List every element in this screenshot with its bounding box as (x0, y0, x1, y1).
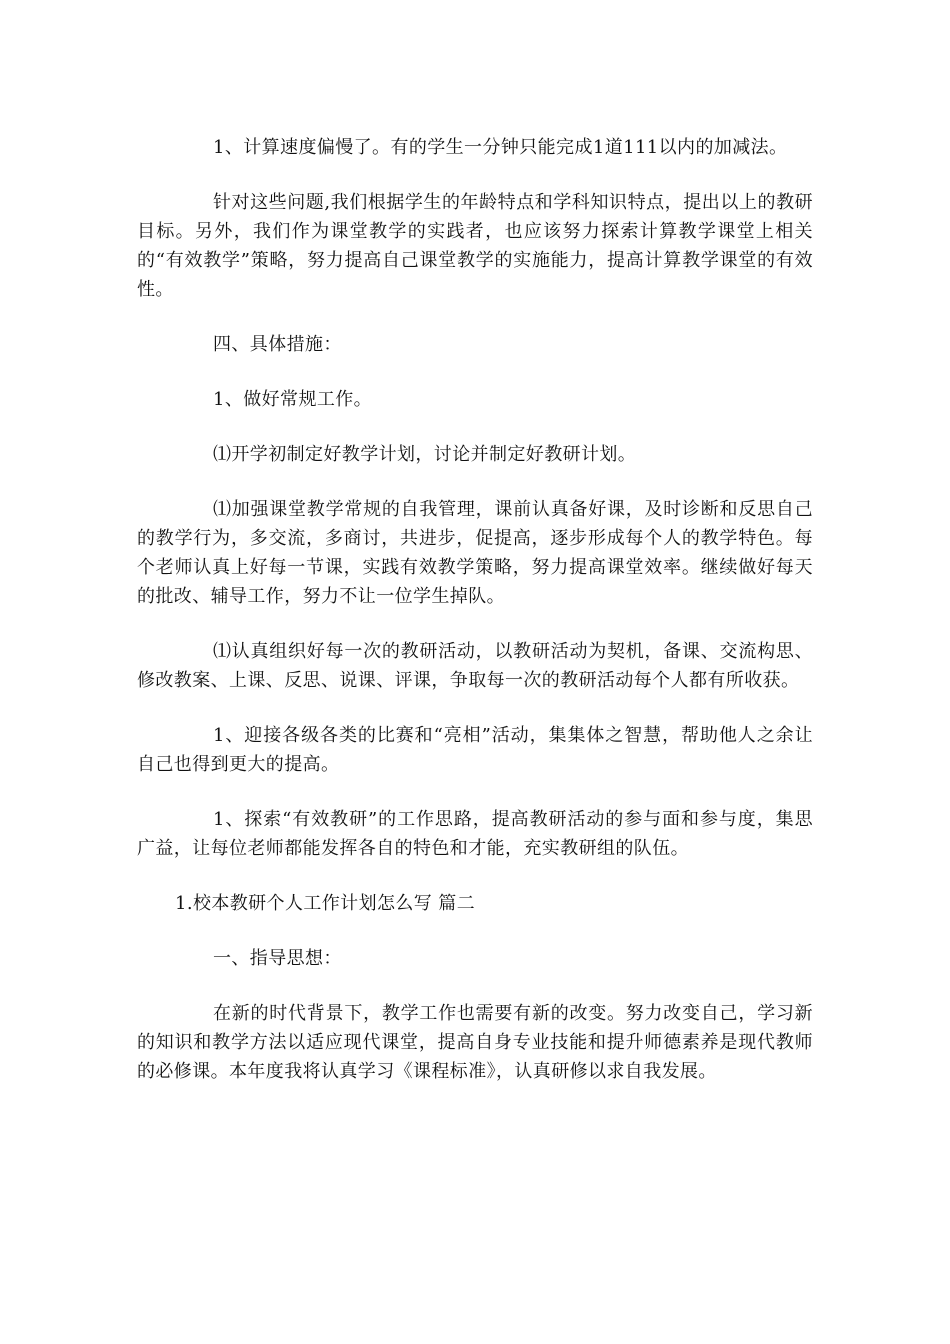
section-title-part-two: 1.校本教研个人工作计划怎么写 篇二 (175, 893, 476, 914)
list-item-teaching-plan: ⑴开学初制定好教学计划，讨论并制定好教研计划。 (213, 444, 637, 465)
document-body (137, 133, 813, 1086)
section-heading-measures: 四、具体措施： (213, 334, 342, 355)
paragraph-problems: 针对这些问题,我们根据学生的年龄特点和学科知识特点，提出以上的教研目标。另外，我们作为课堂教学的实践者，也应该努力探索计算教学课堂上相关的“有效教学”策略，努力提高自己课堂教学的实施能力，提高计算教学课堂的有效性。 (137, 192, 813, 300)
list-item-self-management: ⑴加强课堂教学常规的自我管理，课前认真备好课，及时诊断和反思自己的教学行为，多交流，多商讨，共进步，促提高，逐步形成每个人的教学特色。每个老师认真上好每一节课，实践有效教学策略，努力提高课堂效率。继续做好每天的批改、辅导工作，努力不让一位学生掉队。 (137, 499, 813, 607)
paragraph-calc-speed: 1、计算速度偏慢了。有的学生一分钟只能完成1道111以内的加减法。 (213, 137, 788, 158)
list-item-research-activities: ⑴认真组织好每一次的教研活动，以教研活动为契机，备课、交流构思、修改教案、上课、反思、说课、评课，争取每一次的教研活动每个人都有所收获。 (137, 641, 813, 691)
list-item-competitions: 1、迎接各级各类的比赛和“亮相”活动，集集体之智慧，帮助他人之余让自己也得到更大的提高。 (137, 725, 813, 775)
paragraph-new-era: 在新的时代背景下，教学工作也需要有新的改变。努力改变自己，学习新的知识和教学方法以适应现代课堂，提高自身专业技能和提升师德素养是现代教师的必修课。本年度我将认真学习《课程标准》，认真研修以求自我发展。 (137, 1003, 813, 1082)
section-heading-guiding-ideas: 一、指导思想： (213, 948, 342, 969)
list-item-effective-research: 1、探索“有效教研”的工作思路，提高教研活动的参与面和参与度，集思广益，让每位老师都能发挥各自的特色和才能，充实教研组的队伍。 (137, 809, 813, 859)
list-item-routine-work: 1、做好常规工作。 (213, 389, 373, 410)
